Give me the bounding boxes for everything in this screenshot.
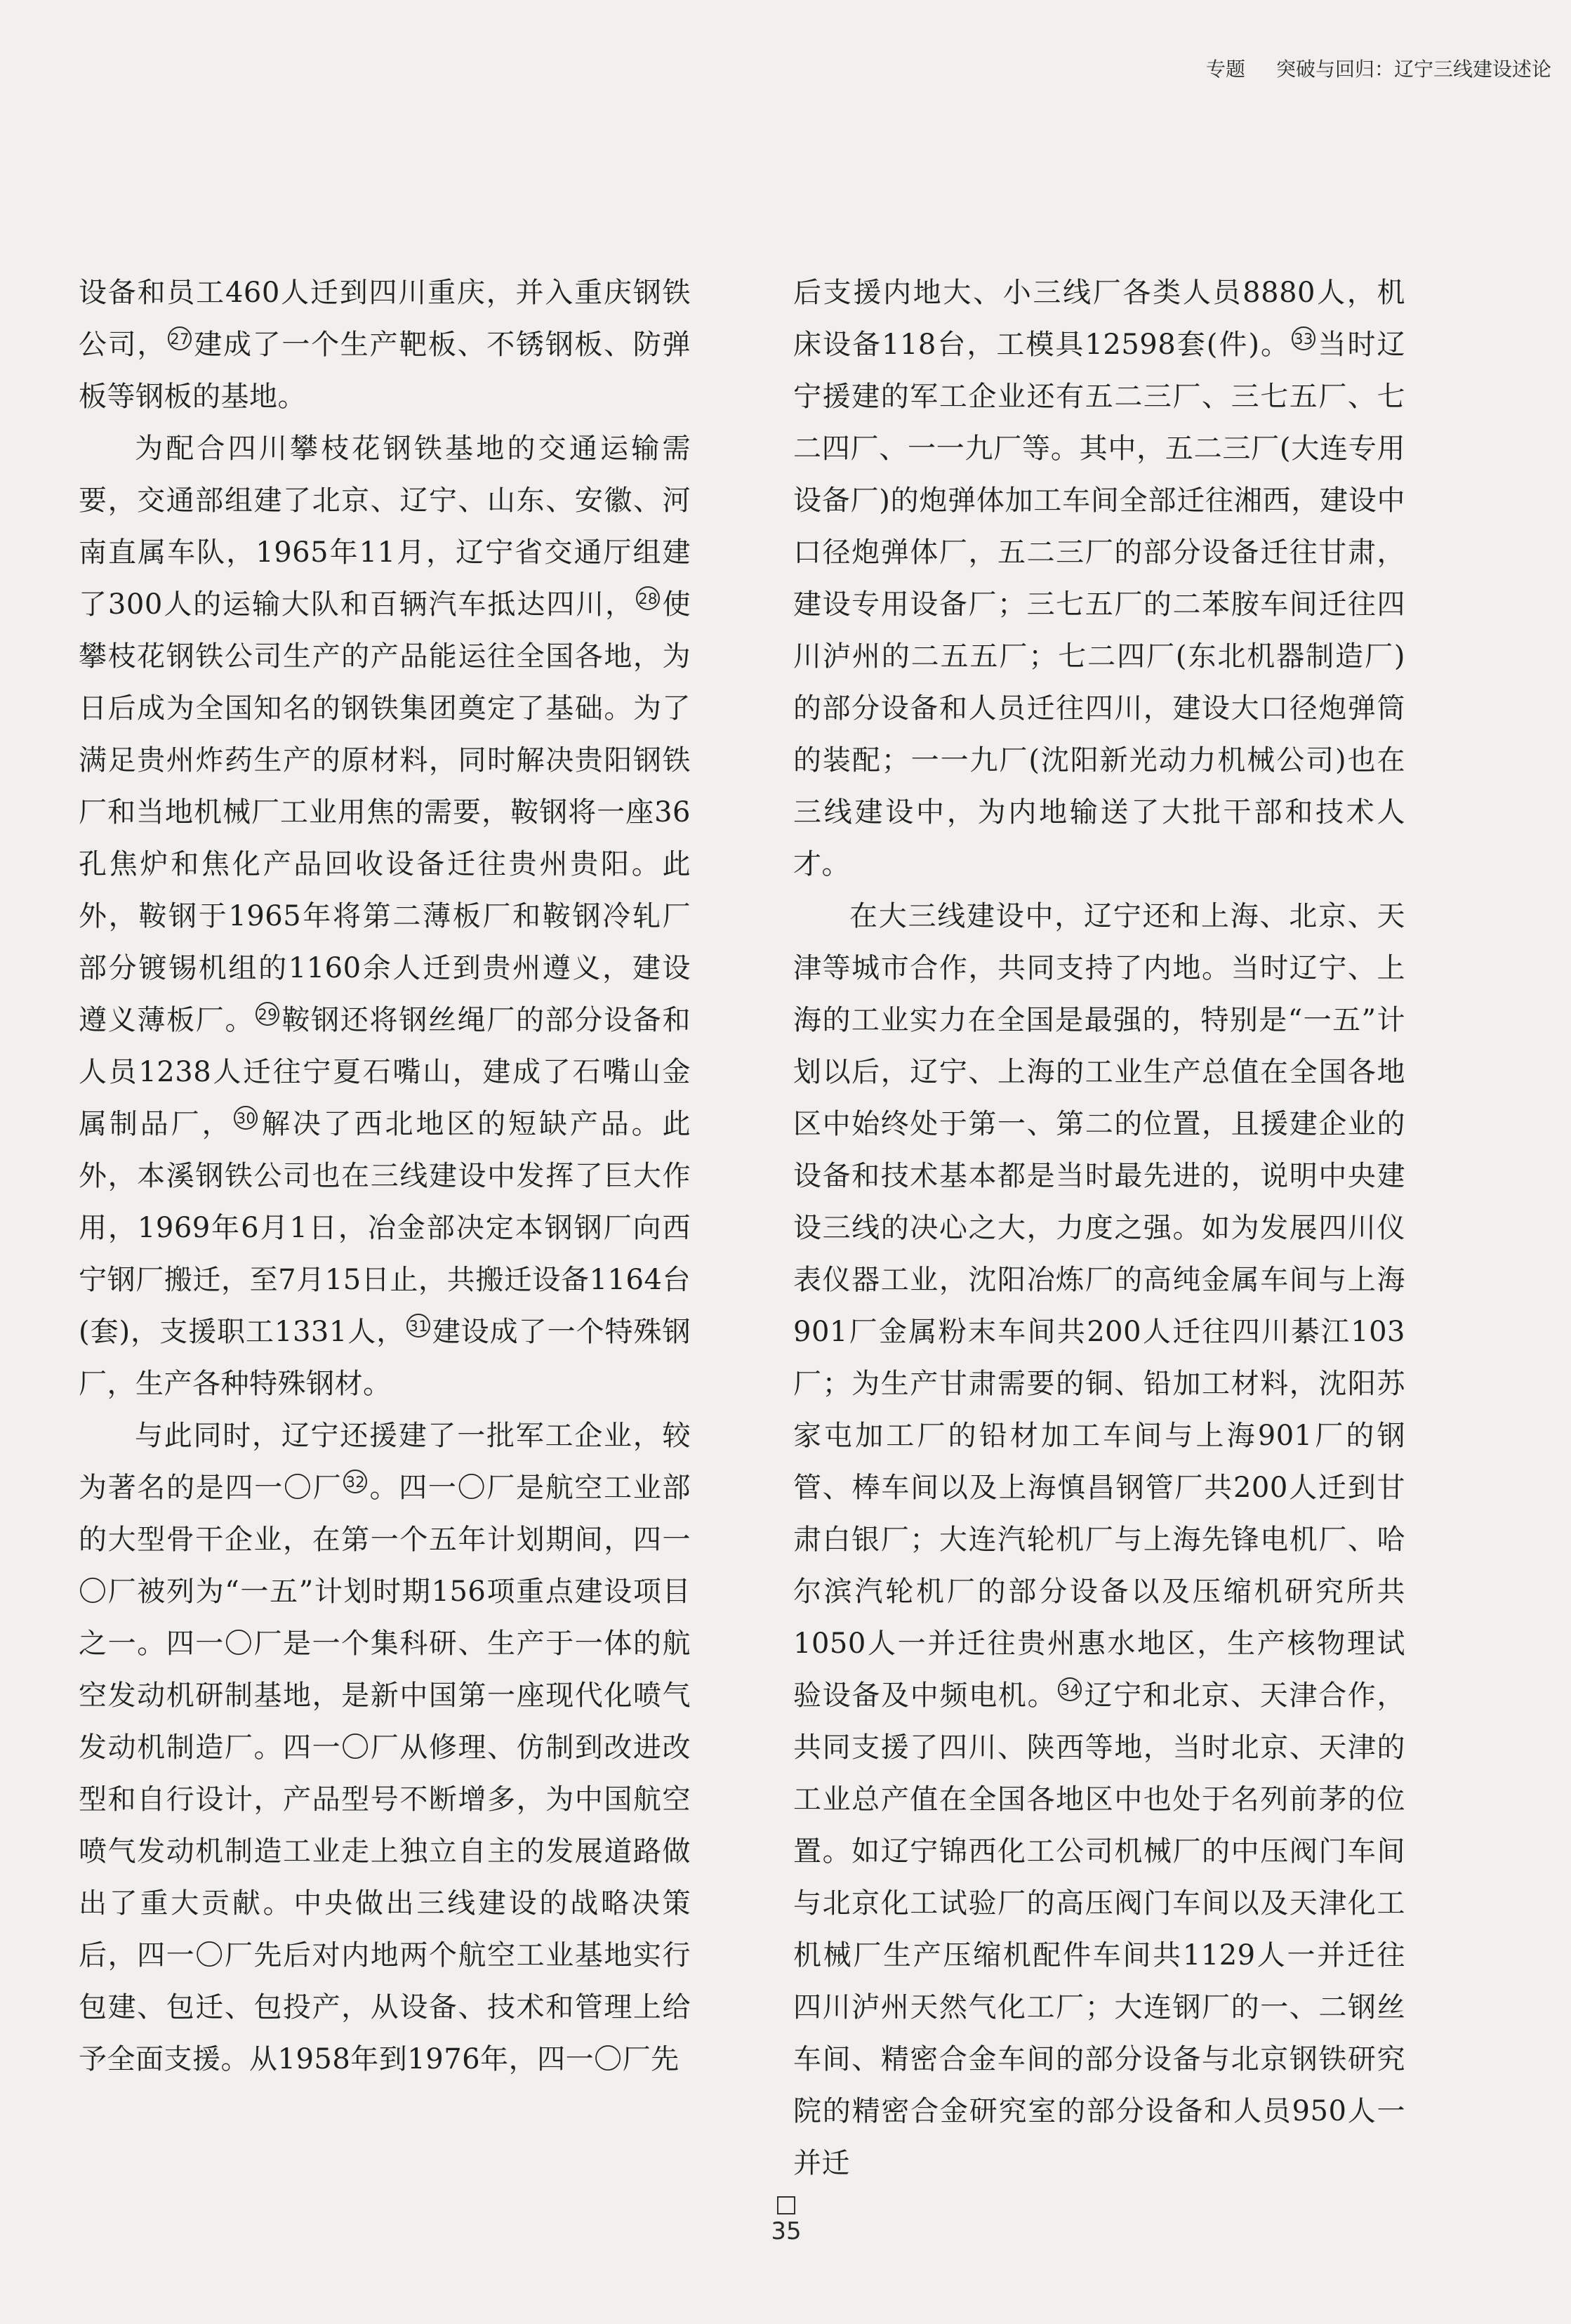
header-section-label: 专题 xyxy=(1205,58,1245,81)
text-run: 。四一〇厂是航空工业部的大型骨干企业，在第一个五年计划期间，四一〇厂被列为“一五”计划时期156项重点建设项目之一。四一〇厂是一个集科研、生产于一体的航空发动机研制基地，是新中国第一座现代化喷气发动机制造厂。四一〇厂从修理、仿制到改进改型和自行设计，产品型号不断增多，为中国航空喷气发动机制造工业走上独立自主的发展道路做出了重大贡献。中央做出三线建设的战略决策后，四一〇厂先后对内地两个航空工业基地实行包建、包迁、包投产，从设备、技术和管理上给予全面支援。从1958年到1976年，四一〇厂先 xyxy=(79,1472,691,2075)
text-run: 鞍钢还将钢丝绳厂的部分设备和人员1238人迁往宁夏石嘴山，建成了石嘴山金属制品厂， xyxy=(79,1004,691,1140)
footer-square-icon xyxy=(777,2196,795,2214)
text-run: 建成了一个生产靶板、不锈钢板、防弹板等钢板的基地。 xyxy=(79,329,691,413)
left-paragraph-2 xyxy=(79,423,691,1410)
right-column xyxy=(793,267,1405,2189)
text-run: 解决了西北地区的短缺产品。此外，本溪钢铁公司也在三线建设中发挥了巨大作用，1969年6月1日，冶金部决定本钢钢厂向西宁钢厂搬迁，至7月15日止，共搬迁设备1164台(套)，支援职工1331人， xyxy=(79,1108,691,1348)
header-article-title: 突破与回归：辽宁三线建设述论 xyxy=(1275,58,1551,81)
page-number: 35 xyxy=(771,2217,802,2245)
text-run: 在大三线建设中，辽宁还和上海、北京、天津等城市合作，共同支持了内地。当时辽宁、上海的工业实力在全国是最强的，特别是“一五”计划以后，辽宁、上海的工业生产总值在全国各地区中始终处于第一、第二的位置，且援建企业的设备和技术基本都是当时最先进的，说明中央建设三线的决心之大，力度之强。如为发展四川仪表仪器工业，沈阳冶炼厂的高纯金属车间与上海901厂金属粉末车间共200人迁往四川綦江103厂；为生产甘肃需要的铜、铅加工材料，沈阳苏家屯加工厂的铅材加工车间与上海901厂的钢管、棒车间以及上海慎昌钢管厂共200人迁到甘肃白银厂；大连汽轮机厂与上海先锋电机厂、哈尔滨汽轮机厂的部分设备以及压缩机研究所共1050人一并迁往贵州惠水地区，生产核物理试验设备及中频电机。 xyxy=(793,900,1405,1712)
running-header xyxy=(1206,51,1551,86)
left-column xyxy=(79,267,691,2085)
right-paragraph-1 xyxy=(793,267,1405,890)
footnote-marker: 33 xyxy=(1292,326,1315,350)
text-run: 后支援内地大、小三线厂各类人员8880人，机床设备118台，工模具12598套(件)。 xyxy=(793,277,1405,361)
text-run: 建设成了一个特殊钢厂，生产各种特殊钢材。 xyxy=(79,1316,691,1400)
footnote-marker: 29 xyxy=(256,1002,279,1026)
text-run: 与此同时，辽宁还援建了一批军工企业，较为著名的是四一〇厂 xyxy=(79,1420,691,1504)
left-paragraph-1 xyxy=(79,267,691,423)
text-run: 辽宁和北京、天津合作，共同支援了四川、陕西等地，当时北京、天津的工业总产值在全国各地区中也处于名列前茅的位置。如辽宁锦西化工公司机械厂的中压阀门车间与北京化工试验厂的高压阀门车间以及天津化工机械厂生产压缩机配件车间共1129人一并迁往四川泸州天然气化工厂；大连钢厂的一、二钢丝车间、精密合金车间的部分设备与北京钢铁研究院的精密合金研究室的部分设备和人员950人一并迁 xyxy=(793,1679,1406,2179)
text-run: 使攀枝花钢铁公司生产的产品能运往全国各地，为日后成为全国知名的钢铁集团奠定了基础。为了满足贵州炸药生产的原材料，同时解决贵阳钢铁厂和当地机械厂工业用焦的需要，鞍钢将一座36孔焦炉和焦化产品回收设备迁往贵州贵阳。此外，鞍钢于1965年将第二薄板厂和鞍钢冷轧厂部分镀锡机组的1160余人迁到贵州遵义，建设遵义薄板厂。 xyxy=(79,588,691,1036)
footnote-marker: 32 xyxy=(343,1470,367,1493)
text-run: 当时辽宁援建的军工企业还有五二三厂、三七五厂、七二四厂、一一九厂等。其中，五二三厂(大连专用设备厂)的炮弹体加工车间全部迁往湘西，建设中口径炮弹体厂，五二三厂的部分设备迁往甘肃，建设专用设备厂；三七五厂的二苯胺车间迁往四川泸州的二五五厂；七二四厂(东北机器制造厂)的部分设备和人员迁往四川，建设大口径炮弹筒的装配；一一九厂(沈阳新光动力机械公司)也在三线建设中，为内地输送了大批干部和技术人才。 xyxy=(793,329,1406,880)
footnote-marker: 27 xyxy=(168,326,192,350)
footnote-marker: 30 xyxy=(234,1106,258,1130)
page-footer xyxy=(744,2196,828,2245)
right-paragraph-2 xyxy=(793,890,1405,2189)
text-run: 设备和员工460人迁到四川重庆，并入重庆钢铁公司， xyxy=(79,277,691,361)
footnote-marker: 28 xyxy=(636,586,660,610)
footnote-marker: 34 xyxy=(1058,1677,1082,1701)
text-run: 为配合四川攀枝花钢铁基地的交通运输需要，交通部组建了北京、辽宁、山东、安徽、河南直属车队，1965年11月，辽宁省交通厅组建了300人的运输大队和百辆汽车抵达四川， xyxy=(79,433,691,621)
left-paragraph-3 xyxy=(79,1410,691,2085)
footnote-marker: 31 xyxy=(406,1314,430,1338)
